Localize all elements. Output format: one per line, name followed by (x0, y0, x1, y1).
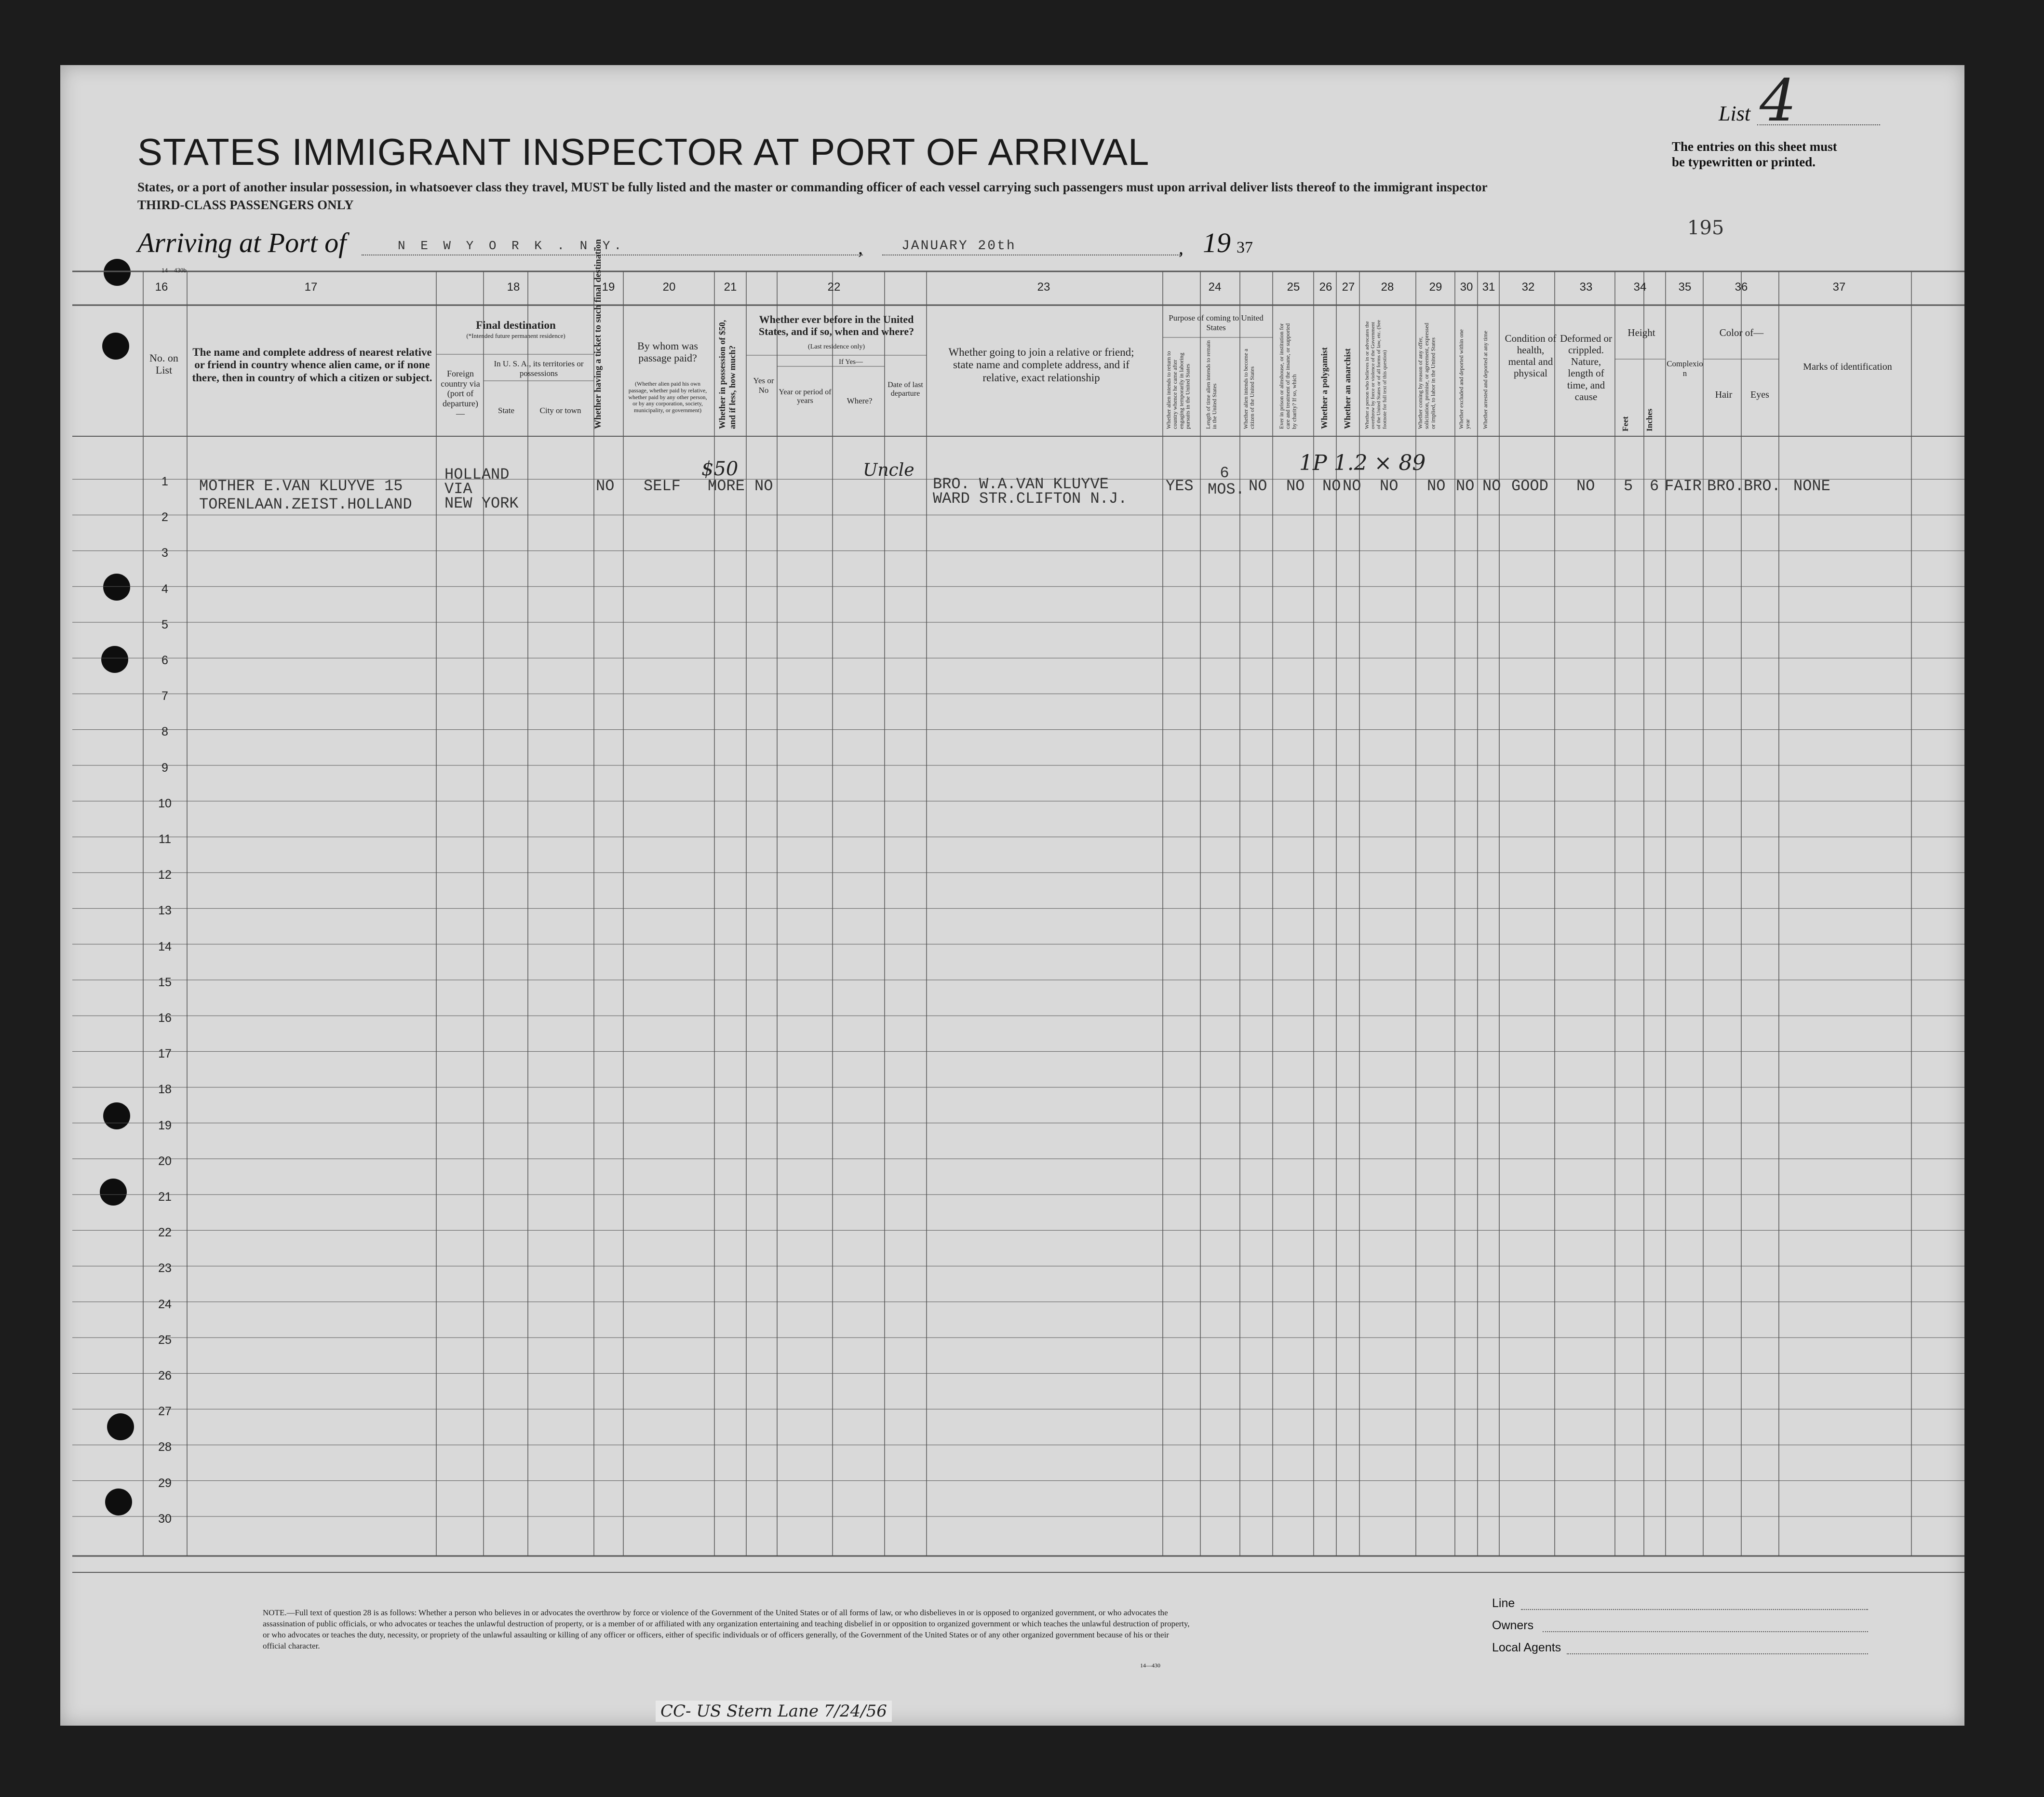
column-number: 17 (304, 281, 318, 294)
header-34-inches: Inches (1645, 408, 1654, 431)
entry-join: BRO. W.A.VAN KLUYVE WARD STR.CLIFTON N.J. (933, 475, 1128, 508)
header-20-note: (Whether alien paid his own passage, whether paid by relative, whether paid by any other person, or by any corporation, society, municipality, or government) (628, 380, 707, 414)
entry-hair: BRO. (1707, 477, 1744, 495)
footnote-question-28: NOTE.—Full text of question 28 is as follows: Whether a person who believes in or advocates the overthrow by force or violence of the Government of the United States or of all forms of law, or who disbelieves in or is opposed to organized government, or who advocates the assassination of public officials, or who advocates or teaches the unlawful destruction of property, or is a member of or affiliated with any organization entertaining and teaching disbelief in or opposition to organized government or which teaches the unlawful destruction of property, or who advocates or teaches the duty, necessity, or propriety of the unlawful assaulting or killing of any officer or officers, either of specific individuals or of officers generally, of the Government of the United States or of any other organized government because of his or their official character. (263, 1608, 1190, 1650)
footer-line-label: Line (1492, 1596, 1515, 1610)
header-21: Whether in possession of $50, and if less, how much? (717, 320, 737, 429)
row-number: 11 (159, 832, 171, 846)
header-28: Whether a person who believes in or advocates the overthrow by force or violence of the Government of the United States or of all forms of law, etc. (See footnote for full text of this question) (1364, 320, 1388, 429)
header-22-note: (Last residence only) (807, 343, 865, 350)
footer-agents-field (1567, 1653, 1868, 1654)
row-number: 7 (161, 689, 168, 703)
row-number: 2 (161, 510, 168, 524)
year-prefix: 19 (1203, 227, 1231, 258)
entry-before-us: NO (754, 477, 773, 495)
year-suffix: 37 (1237, 239, 1253, 256)
entry-anarchist: NO (1343, 477, 1361, 495)
entry-purpose-return: YES (1166, 477, 1194, 495)
entry-length-stay: 6 MOS. (1208, 464, 1245, 498)
entry-citizen: NO (1249, 477, 1267, 495)
arrival-date: JANUARY 20th (901, 239, 1016, 254)
header-22-date: Date of last departure (888, 381, 923, 398)
form-subtitle: States, or a port of another insular possession, in whatsoever class they travel, MUST be fully listed and the master or commanding officer of each vessel carrying such passengers must upon arrival deliver lists thereof to the immigrant inspector (137, 180, 1488, 194)
entry-complexion: FAIR (1665, 477, 1702, 495)
entry-deformed: NO (1576, 477, 1595, 495)
header-22-yesno: Yes or No (753, 376, 774, 395)
row-number: 20 (158, 1154, 172, 1168)
column-number: 26 (1319, 281, 1332, 294)
row-number: 1 (161, 475, 168, 488)
header-24-a: Whether alien intends to return to country whence he came after engaging temporarily in laboring pursuits in the United States (1165, 351, 1191, 429)
header-24-b: Length of time alien intends to remain in the United States (1205, 340, 1218, 429)
header-18-title: Final destination (476, 319, 556, 331)
row-number: 17 (158, 1047, 172, 1061)
column-number: 20 (662, 281, 676, 294)
header-26: Whether a polygamist (1319, 347, 1329, 429)
entry-height-feet: 5 (1624, 477, 1633, 495)
header-34-title: Height (1627, 327, 1655, 338)
bottom-handwriting: CC- US Stern Lane 7/24/56 (656, 1701, 892, 1722)
form-code-small: 14—430b (161, 267, 187, 274)
row-number: 24 (158, 1297, 172, 1311)
header-22-ifyes: If Yes— (838, 358, 863, 366)
row-number: 28 (158, 1440, 172, 1454)
header-18-note: (*Intended future permanent residence) (466, 332, 565, 339)
footer-owners-label: Owners (1492, 1619, 1534, 1632)
row-number: 10 (158, 796, 172, 810)
column-number: 24 (1208, 281, 1222, 294)
row-number: 3 (161, 546, 168, 560)
row-number: 30 (158, 1512, 172, 1526)
entry-eyes: BRO. (1744, 477, 1781, 495)
header-30: Whether excluded and deported within one year (1458, 329, 1471, 429)
port-name: N E W Y O R K . N.Y. (398, 239, 626, 253)
header-36-hair: Hair (1715, 389, 1733, 400)
footer-owners-field (1543, 1631, 1868, 1632)
row-number: 15 (158, 975, 172, 989)
form-class-note: THIRD-CLASS PASSENGERS ONLY (137, 198, 354, 212)
header-27: Whether an anarchist (1343, 348, 1352, 429)
row-number: 25 (158, 1333, 172, 1347)
footer-form-code: 14—430 (1140, 1662, 1160, 1669)
row-number: 26 (158, 1369, 172, 1382)
column-number: 23 (1037, 281, 1050, 294)
column-number: 32 (1521, 281, 1535, 294)
row-number: 13 (158, 904, 172, 918)
column-number: 30 (1460, 281, 1473, 294)
entry-foreign-country: HOLLAND VIA NEW YORK (444, 466, 519, 512)
row-number: 6 (161, 654, 168, 667)
row-number: 18 (158, 1083, 172, 1097)
stamp-number: 195 (1687, 217, 1724, 239)
row-number: 22 (158, 1226, 172, 1240)
header-31: Whether arrested and deported at any time (1482, 331, 1489, 429)
header-19: Whether having a ticket to such final destination (593, 239, 603, 429)
column-number: 36 (1735, 281, 1748, 294)
entry-prison: NO (1286, 477, 1305, 495)
column-number: 29 (1429, 281, 1442, 294)
row-number: 16 (158, 1011, 172, 1025)
header-18-usa: In U. S. A., its territories or possessions (494, 359, 584, 378)
column-number: 33 (1579, 281, 1593, 294)
header-37: Marks of identification (1803, 362, 1892, 372)
header-36-title: Color of— (1719, 327, 1764, 338)
row-number: 23 (158, 1261, 172, 1275)
list-number-line (1757, 124, 1880, 125)
header-23: Whether going to join a relative or friend; state name and complete address, and if relative, exact relationship (948, 346, 1134, 384)
row-number: 12 (158, 868, 172, 882)
row-number: 5 (161, 617, 168, 631)
column-number: 16 (155, 281, 168, 294)
entry-ticket: NO (596, 477, 615, 495)
comma: , (1179, 237, 1183, 258)
header-32: Condition of health, mental and physical (1505, 333, 1557, 379)
entries-note: The entries on this sheet must be typewritten or printed. (1672, 139, 1837, 170)
column-number: 21 (724, 281, 737, 294)
header-25: Ever in prison or almshouse, or institution for care and treatment of the insane, or supported by charity? If so, which (1278, 323, 1298, 429)
entry-height-inches: 6 (1650, 477, 1659, 495)
column-number: 37 (1832, 281, 1846, 294)
header-29: Whether coming by reason of any offer, solicitation, promise, or agreement, expressed or implied, to labor in the United States (1417, 322, 1437, 429)
column-number: 31 (1482, 281, 1495, 294)
comma: , (858, 237, 863, 258)
row-number: 19 (158, 1118, 172, 1132)
entry-join-handwritten: Uncle (863, 460, 914, 480)
form-title: STATES IMMIGRANT INSPECTOR AT PORT OF ARRIVAL (137, 131, 1150, 173)
entry-relative: MOTHER E.VAN KLUYVE 15 TORENLAAN.ZEIST.HOLLAND (199, 477, 412, 513)
column-number: 25 (1287, 281, 1300, 294)
footer-line-field (1521, 1609, 1868, 1610)
header-34-feet: Feet (1621, 416, 1630, 431)
entry-handwritten-annotation: 1P 1.2 × 89 (1299, 451, 1426, 475)
arriving-label: Arriving at Port of (137, 227, 347, 258)
entry-money: MORE (708, 477, 745, 495)
column-number: 28 (1381, 281, 1394, 294)
header-16: No. on List (149, 352, 178, 376)
header-36-eyes: Eyes (1750, 389, 1769, 400)
column-number: 34 (1633, 281, 1647, 294)
header-33: Deformed or crippled. Nature, length of time, and cause (1560, 333, 1612, 402)
header-20-title: By whom was passage paid? (637, 340, 698, 364)
entry-health: GOOD (1511, 477, 1548, 495)
header-22-period: Year or period of years (779, 388, 832, 405)
header-22-where: Where? (847, 396, 873, 405)
header-22-title: Whether ever before in the United States, and if so, when and where? (758, 313, 914, 338)
row-number: 21 (158, 1190, 172, 1204)
entry-deported: NO (1482, 477, 1501, 495)
row-number: 27 (158, 1405, 172, 1419)
row-number: 4 (161, 582, 168, 596)
entry-polygamist: NO (1322, 477, 1341, 495)
header-18-foreign: Foreign country via (port of departure)— (441, 369, 480, 418)
header-18-city: City or town (539, 406, 581, 415)
list-label: List (1719, 102, 1751, 125)
row-number: 29 (158, 1476, 172, 1490)
header-17: The name and complete address of nearest relative or friend in country whence alien came, or if none there, then in country of which a citizen or subject. (192, 346, 432, 384)
header-24-c: Whether alien intends to become a citizen of the United States (1242, 349, 1256, 429)
header-18-state: State (498, 406, 514, 415)
entry-overthrow: NO (1380, 477, 1399, 495)
column-number: 22 (827, 281, 841, 294)
entry-excluded: NO (1456, 477, 1475, 495)
footer-agents-label: Local Agents (1492, 1641, 1561, 1654)
column-number: 19 (602, 281, 615, 294)
entry-money-handwritten: $50 (701, 458, 739, 480)
row-number: 8 (161, 725, 168, 739)
column-number: 35 (1678, 281, 1692, 294)
row-number: 9 (161, 761, 168, 775)
entry-contract-labor: NO (1427, 477, 1446, 495)
entry-paid-by: SELF (644, 477, 681, 495)
column-number: 18 (507, 281, 520, 294)
entry-marks: NONE (1793, 477, 1830, 495)
list-number: 4 (1760, 67, 1797, 134)
column-number: 27 (1342, 281, 1355, 294)
row-number: 14 (158, 939, 172, 953)
header-24-title: Purpose of coming to United States (1169, 313, 1264, 332)
header-35: Complexion (1667, 359, 1703, 378)
